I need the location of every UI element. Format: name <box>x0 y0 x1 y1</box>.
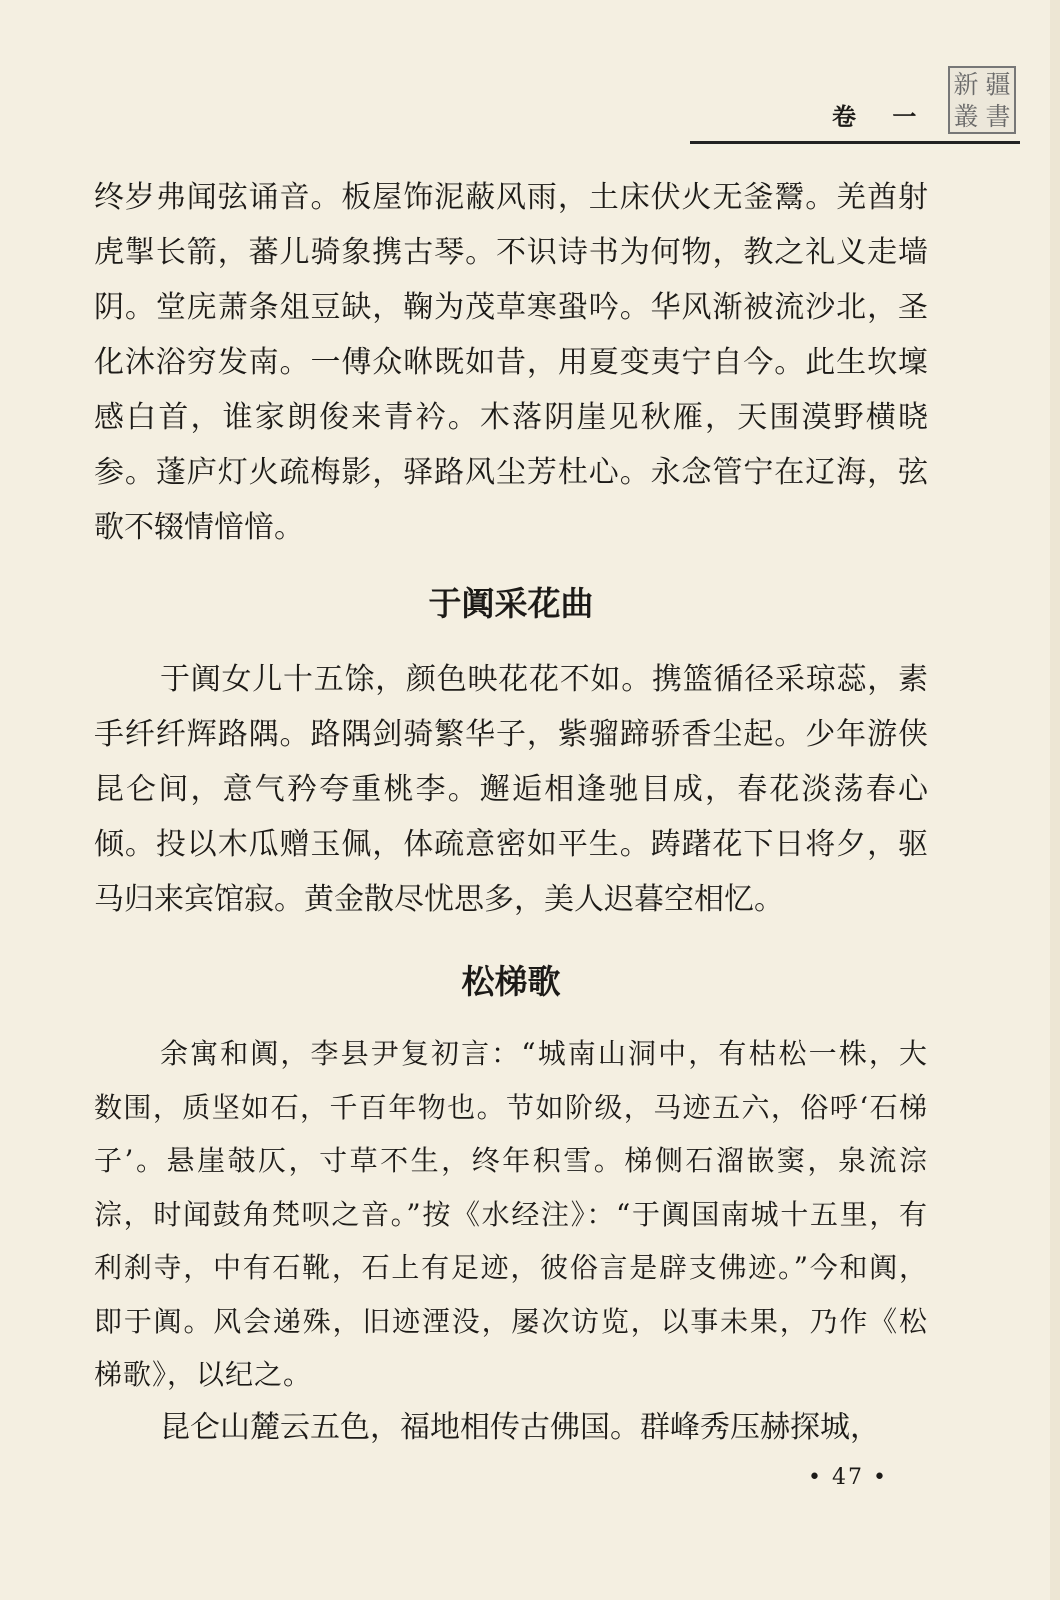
poem-body <box>94 1400 928 1455</box>
poem-text: 昆仑山麓云五色，福地相传古佛国。群峰秀压赫探城， <box>160 1410 880 1445</box>
publisher-seal <box>948 66 1016 134</box>
poem-title: 于阗采花曲 <box>428 584 594 623</box>
header-rule <box>690 141 1020 144</box>
chapter-header: 卷 一 <box>832 103 931 131</box>
preface-text: 余寓和阗，李县尹复初言：“城南山洞中，有枯松一株，大数围，质坚如石，千百年物也。节如阶级，马迹五六，俗呼‘石梯子’。悬崖攲仄，寸草不生，终年积雪。梯侧石溜嵌窦，泉流淙淙，时闻鼓角梵呗之音。”按《水经注》：“于阗国南城十五里，有利刹寺，中有石靴，石上有足迹，彼俗言是辟支佛迹。”今和阗，即于阗。风会递殊，旧迹湮没，屡次访览，以事未果，乃作《松梯歌》，以纪之。 <box>94 1037 928 1391</box>
seal-char: 新 <box>953 69 979 99</box>
page-edge <box>1050 0 1060 1600</box>
seal-char: 書 <box>985 101 1011 131</box>
seal-char: 叢 <box>953 101 979 131</box>
poem-continuation <box>94 170 928 555</box>
poem-text: 于阗女儿十五馀，颜色映花花不如。携篮循径采琼蕊，素手纤纤辉路隅。路隅剑骑繁华子，紫骝蹄骄香尘起。少年游侠昆仑间，意气矜夸重桃李。邂逅相逢驰目成，春花淡荡春心倾。投以木瓜赠玉佩，体疏意密如平生。踌躇花下日将夕，驱马归来宾馆寂。黄金散尽忧思多，美人迟暮空相忆。 <box>94 662 928 917</box>
seal-char: 疆 <box>985 69 1011 99</box>
poem-text: 终岁弗闻弦诵音。板屋饰泥蔽风雨，土床伏火无釜鬵。羌酋射虎掣长箭，蕃儿骑象携古琴。不识诗书为何物，教之礼义走墙阴。堂庑萧条俎豆缺，鞠为茂草寒蛩吟。华风渐被流沙北，圣化沐浴穷发南。一傅众咻既如昔，用夏变夷宁自今。此生坎壈感白首，谁家朗俊来青衿。木落阴崖见秋雁，天围漠野横晓参。蓬庐灯火疏梅影，驿路风尘芳杜心。永念管宁在辽海，弦歌不辍情愔愔。 <box>94 180 928 545</box>
poem-preface <box>94 1027 928 1402</box>
page-number: • 47 • <box>808 1465 888 1490</box>
poem-title: 松梯歌 <box>461 962 561 1001</box>
poem-body <box>94 652 928 927</box>
